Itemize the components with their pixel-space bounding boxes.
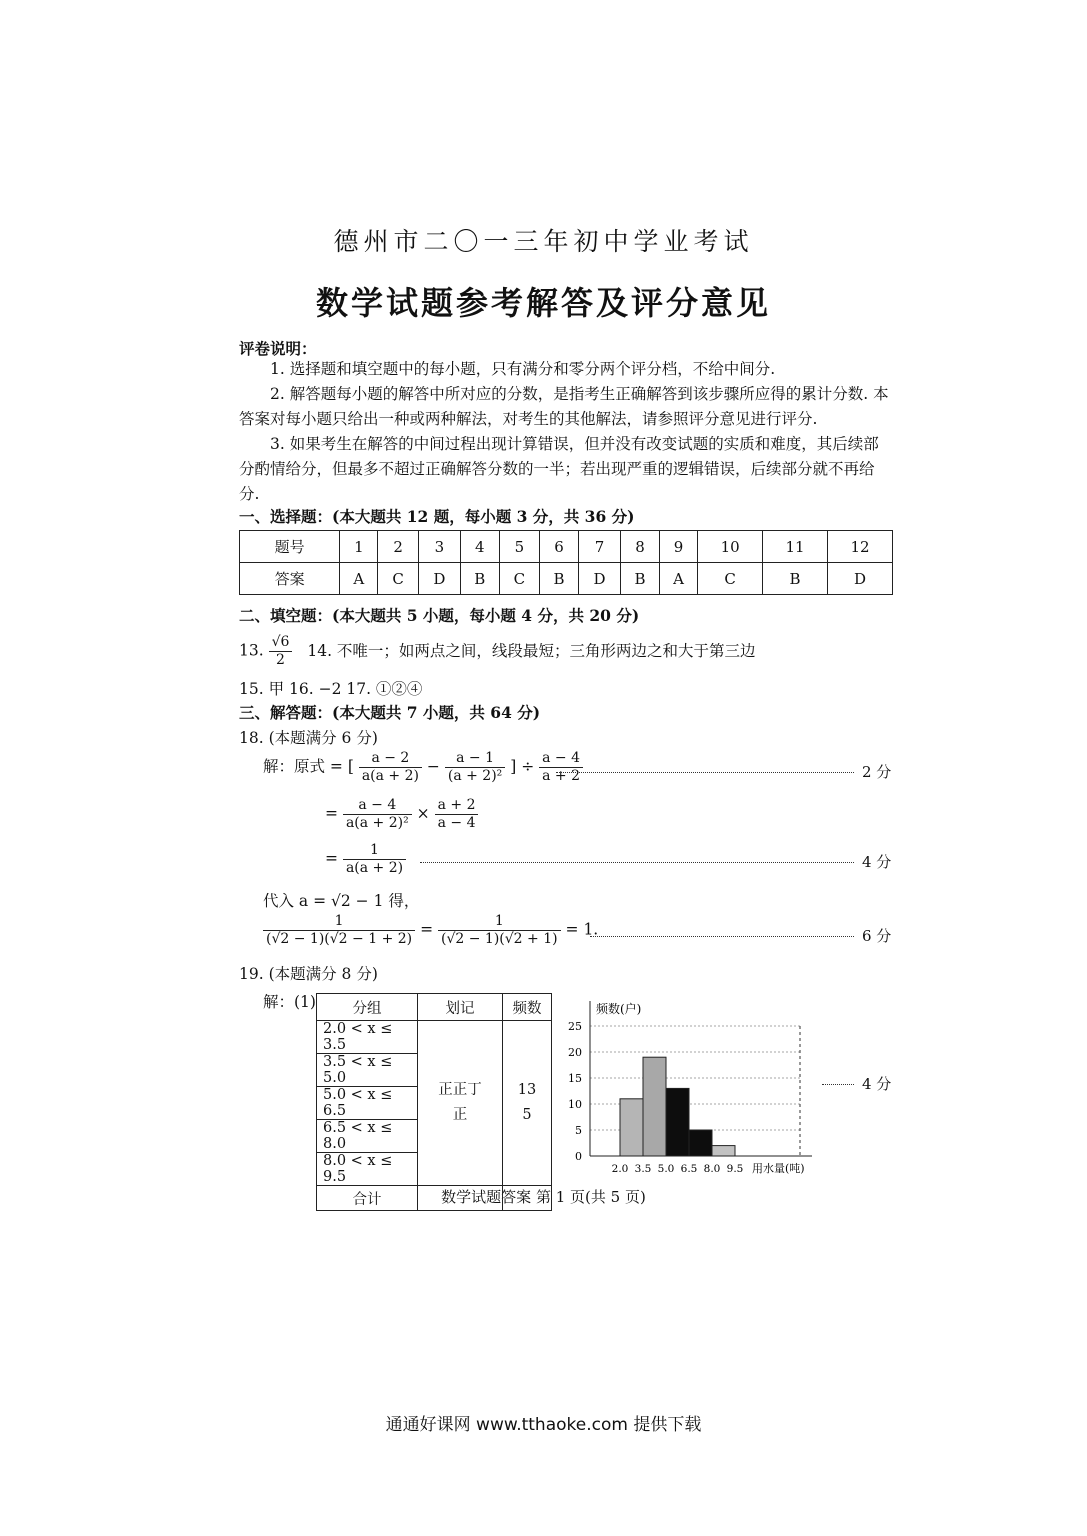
note-item-2: 2. 解答题每小题的解答中所对应的分数，是指考生正确解答到该步骤所应得的累计分数. 本答案对每小题只给出一种或两种解法，对考生的其他解法，请参照评分意见进行评分. xyxy=(239,385,889,428)
answer-cell: C xyxy=(499,563,539,595)
denominator: (√2 − 1)(√2 − 1 + 2) xyxy=(266,931,413,947)
q13-denominator: 2 xyxy=(276,652,285,668)
download-credit: 通通好课网 www.tthaoke.com 提供下载 xyxy=(385,1415,702,1435)
count-cell xyxy=(503,1021,552,1186)
q14-answer: 14. 不唯一；如两点之间，线段最短；三角形两边之和大于第三边 xyxy=(307,641,756,660)
fill-answers-line1 xyxy=(239,634,755,669)
table-row xyxy=(317,1021,552,1054)
q18-substitution: 代入 a = √2 − 1 得， xyxy=(263,892,420,910)
note-item-1: 1. 选择题和填空题中的每小题，只有满分和零分两个评分档，不给中间分. xyxy=(270,360,776,378)
question-number: 9 xyxy=(659,531,697,563)
numerator: a − 4 xyxy=(343,797,412,815)
question-number: 1 xyxy=(340,531,378,563)
y-tick-label: 5 xyxy=(575,1124,582,1137)
total-cell: 合计 xyxy=(317,1186,418,1211)
frequency-table xyxy=(316,993,552,1211)
equals-sign: = xyxy=(420,920,434,939)
dot-leader xyxy=(420,862,854,863)
denominator: (a + 2)² xyxy=(447,768,503,784)
fraction xyxy=(435,797,479,832)
denominator: a(a + 2) xyxy=(361,768,419,784)
section1-title: 一、选择题：(本大题共 12 题，每小题 3 分，共 36 分) xyxy=(239,507,635,526)
section2-title: 二、填空题：(本大题共 5 小题，每小题 4 分，共 20 分) xyxy=(239,606,640,625)
question-number: 12 xyxy=(827,531,892,563)
score-q19: 4 分 xyxy=(862,1075,892,1093)
tally-cell xyxy=(418,1021,503,1186)
question-number: 5 xyxy=(499,531,539,563)
header-tally: 划记 xyxy=(418,994,503,1021)
fraction xyxy=(359,750,422,785)
q19-prefix: 解：(1) xyxy=(263,993,316,1011)
dot-leader xyxy=(590,936,854,937)
document-title: 数学试题参考解答及评分意见 xyxy=(315,284,771,322)
histogram-bar xyxy=(689,1130,712,1156)
x-tick-label: 8.0 xyxy=(703,1163,721,1175)
tally-mark: 正 xyxy=(452,1107,468,1123)
answer-cell: B xyxy=(621,563,660,595)
q18-heading: 18. (本题满分 6 分) xyxy=(239,729,378,747)
question-number: 8 xyxy=(621,531,660,563)
group-cell: 3.5 < x ≤ 5.0 xyxy=(317,1054,418,1087)
equals-sign: = xyxy=(325,804,338,823)
notes-heading: 评卷说明： xyxy=(239,339,317,358)
score-6: 6 分 xyxy=(862,927,892,945)
count-value: 13 xyxy=(517,1082,537,1098)
y-tick-label: 25 xyxy=(568,1020,582,1033)
times-sign: × xyxy=(416,804,430,823)
q18-step2 xyxy=(325,797,478,832)
question-number: 6 xyxy=(540,531,579,563)
score-4: 4 分 xyxy=(862,853,892,871)
q18-step4 xyxy=(263,913,598,948)
x-tick-label: 9.5 xyxy=(726,1163,744,1175)
fraction xyxy=(343,797,412,832)
section3-title: 三、解答题：(本大题共 7 小题，共 64 分) xyxy=(239,703,541,722)
divide-sign: ] ÷ xyxy=(510,757,535,776)
numerator: 1 xyxy=(263,913,415,931)
y-tick-label: 0 xyxy=(575,1150,582,1163)
group-cell: 2.0 < x ≤ 3.5 xyxy=(317,1021,418,1054)
question-number: 11 xyxy=(763,531,828,563)
denominator: (√2 − 1)(√2 + 1) xyxy=(441,931,558,947)
denominator: a(a + 2) xyxy=(345,860,404,876)
answer-cell: C xyxy=(378,563,418,595)
answer-cell: A xyxy=(340,563,378,595)
x-tick-label: 5.0 xyxy=(657,1163,675,1175)
answer-cell: B xyxy=(763,563,828,595)
answer-cell: B xyxy=(460,563,499,595)
score-2: 2 分 xyxy=(862,763,892,781)
note-item-3: 3. 如果考生在解答的中间过程出现计算错误，但并没有改变试题的实质和难度，其后续部分酌情给分，但最多不超过正确解答分数的一半；若出现严重的逻辑错误，后续部分就不再给分. xyxy=(239,435,879,503)
dot-leader xyxy=(822,1084,854,1085)
table-row-answers xyxy=(240,563,893,595)
denominator: a + 2 xyxy=(542,768,581,784)
y-tick-label: 10 xyxy=(568,1098,582,1111)
question-number: 2 xyxy=(378,531,418,563)
table-header-row xyxy=(317,994,552,1021)
answer-cell: C xyxy=(698,563,763,595)
q18-prefix: 解：原式 = [ xyxy=(263,757,354,776)
y-axis-label: 频数(户) xyxy=(596,1002,642,1016)
histogram-bar xyxy=(666,1088,689,1156)
count-value: 5 xyxy=(522,1107,532,1123)
page-footer: 数学试题答案 第 1 页(共 5 页) xyxy=(441,1188,646,1206)
q18-step1 xyxy=(263,750,583,785)
numerator: a + 2 xyxy=(435,797,479,815)
row-label-answers: 答案 xyxy=(240,563,340,595)
header-count: 频数 xyxy=(503,994,552,1021)
chart-bars xyxy=(620,1057,735,1156)
denominator: a − 4 xyxy=(437,815,476,831)
question-number: 7 xyxy=(578,531,620,563)
answer-cell: B xyxy=(540,563,579,595)
fraction xyxy=(539,750,583,785)
row-label-numbers: 题号 xyxy=(240,531,340,563)
question-number: 4 xyxy=(460,531,499,563)
x-tick-label: 3.5 xyxy=(634,1163,652,1175)
numerator: a − 4 xyxy=(539,750,583,768)
question-number: 10 xyxy=(698,531,763,563)
question-number: 3 xyxy=(418,531,460,563)
group-cell: 5.0 < x ≤ 6.5 xyxy=(317,1087,418,1120)
answer-cell: D xyxy=(578,563,620,595)
dot-leader xyxy=(556,772,854,773)
q13-label: 13. xyxy=(239,641,264,660)
q13-fraction xyxy=(269,634,293,669)
histogram-bar xyxy=(620,1099,643,1156)
answer-cell: D xyxy=(418,563,460,595)
histogram-chart xyxy=(560,993,822,1178)
exam-title: 德州市二〇一三年初中学业考试 xyxy=(333,227,754,256)
histogram-bar xyxy=(643,1057,666,1156)
fraction xyxy=(438,913,561,948)
y-tick-label: 15 xyxy=(568,1072,582,1085)
group-cell: 8.0 < x ≤ 9.5 xyxy=(317,1153,418,1186)
fraction xyxy=(445,750,505,785)
q19-heading: 19. (本题满分 8 分) xyxy=(239,965,378,983)
choice-answer-table xyxy=(239,530,893,595)
x-tick-label: 6.5 xyxy=(680,1163,698,1175)
group-cell: 6.5 < x ≤ 8.0 xyxy=(317,1120,418,1153)
table-row-numbers xyxy=(240,531,893,563)
x-axis-label: 用水量(吨) xyxy=(752,1162,805,1175)
fraction xyxy=(263,913,415,948)
tally-mark: 正正丁 xyxy=(438,1082,482,1098)
y-tick-label: 20 xyxy=(568,1046,582,1059)
q18-step3 xyxy=(325,842,406,877)
answer-cell: D xyxy=(827,563,892,595)
result: = 1. xyxy=(565,920,599,939)
numerator: 1 xyxy=(438,913,561,931)
answer-cell: A xyxy=(659,563,697,595)
numerator: 1 xyxy=(343,842,406,860)
q13-numerator: √6 xyxy=(269,634,293,652)
histogram-bar xyxy=(712,1146,735,1156)
fill-answers-line2: 15. 甲 16. −2 17. ①②④ xyxy=(239,680,423,698)
fraction xyxy=(343,842,406,877)
equals-sign: = xyxy=(325,849,338,868)
numerator: a − 1 xyxy=(445,750,505,768)
numerator: a − 2 xyxy=(359,750,422,768)
header-group: 分组 xyxy=(317,994,418,1021)
minus-sign: − xyxy=(426,757,440,776)
denominator: a(a + 2)² xyxy=(345,815,409,831)
x-tick-label: 2.0 xyxy=(611,1163,629,1175)
